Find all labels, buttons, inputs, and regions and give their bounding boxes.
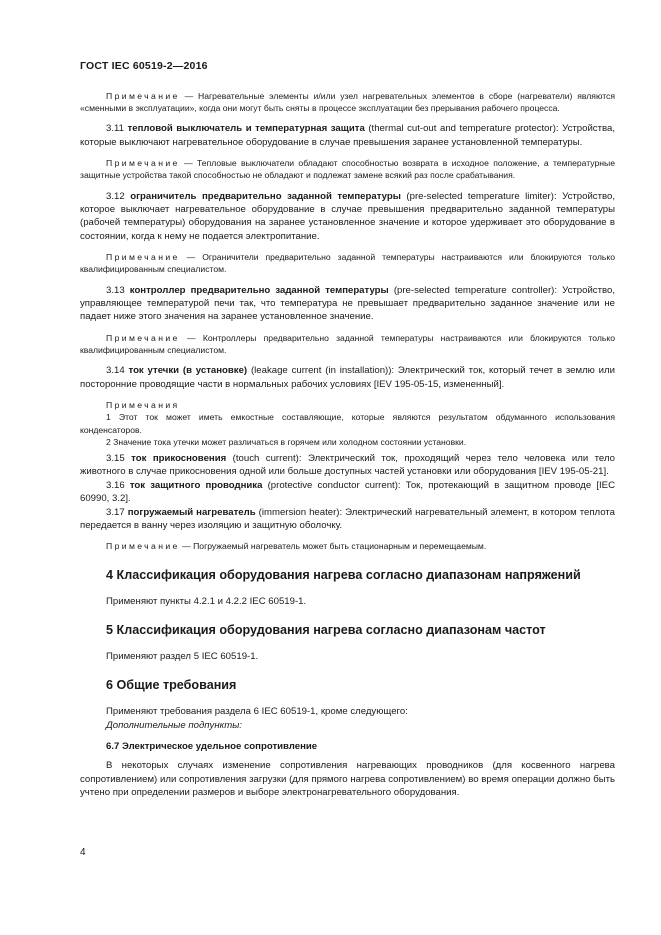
term-definition: (pre-selected temperature limiter): Устройство, которое выключает нагревательное оборудование в случае превышения предварительно заданной температуры (рабочей температуры) оборудования на заранее установленное значение и которое удерживает это оборудование в состоянии, когда к нему не подается электропитание. [80, 190, 615, 242]
note-text: — Нагревательные элементы и/или узел нагревательных элементов в сборе (нагреватели) являются «сменными в эксплуатации», когда они могут быть сняты в процессе эксплуатации без прерывания рабочего процесса. [80, 91, 615, 114]
term-definition: (immersion heater): Электрический нагревательный элемент, в котором теплота передается в ванну через изоляцию и защитную оболочку. [80, 506, 616, 531]
note-thermal [80, 157, 615, 181]
term-number: 3.17 [106, 506, 128, 518]
note-label: Примечание [106, 91, 180, 101]
section-6-subheading: Дополнительные подпункты: [106, 719, 242, 731]
term-definition: (pre-selected temperature controller): Устройство, управляющее температурой печи так, что температура не превышает предварительно заданное значение или не падает ниже этого значения на заранее установленное значение. [80, 284, 615, 323]
note-heaters [80, 90, 615, 114]
term-definition: (thermal cut-out and temperature protector): Устройства, которые выключают нагревательное оборудование в случае превышения заранее установленной температуры. [80, 123, 615, 148]
term-definition: (touch current): Электрический ток, проходящий через тело человека или тело животного в случае прикосновения одной или больше доступных частей установки или оборудования [IEV 195-05-21]. [80, 452, 615, 478]
notes-item-1: 1 Этот ток может иметь емкостные составляющие, которые являются результатом обдуманного использования конденсаторов. [80, 412, 615, 435]
term-number: 3.14 [106, 365, 129, 377]
term-name: ток защитного проводника [129, 479, 263, 491]
term-number: 3.15 [106, 452, 132, 464]
section-4-text: Применяют пункты 4.2.1 и 4.2.2 IEC 60519-1. [106, 595, 307, 607]
section-5-title: 5 Классификация оборудования нагрева согласно диапазонам частот [106, 622, 546, 637]
section-6-title: 6 Общие требования [106, 678, 237, 693]
term-name: погружаемый нагреватель [127, 506, 256, 518]
term-3-11 [80, 122, 615, 149]
document-header: ГОСТ IEC 60519-2—2016 [80, 60, 208, 72]
page-number: 4 [80, 847, 86, 858]
term-3-12 [80, 190, 615, 244]
term-definition: (protective conductor current): Ток, протекающий в защитном проводе [IEC 60990, 3.2]. [80, 479, 615, 505]
term-name: тепловой выключатель и температурная защита [127, 123, 365, 135]
note-limiter [80, 251, 615, 275]
subsection-6-7-text: В некоторых случаях изменение сопротивления нагревающих проводников (для косвенного нагрева сопротивлением) или сопротивления загрузки (для прямого нагрева сопротивлением) во время операции должно быть учтено при определении размеров и выборе электронагревательного оборудования. [80, 760, 615, 798]
subsection-6-7-title: 6.7 Электрическое удельное сопротивление [106, 741, 318, 753]
document-body [80, 90, 615, 807]
term-3-13 [80, 284, 615, 324]
notes-leakage [80, 399, 615, 448]
term-name: контроллер предварительно заданной температуры [129, 284, 389, 296]
term-name: ток утечки (в установке) [128, 365, 248, 377]
section-5-text: Применяют раздел 5 IEC 60519-1. [106, 650, 259, 662]
section-4-title: 4 Классификация оборудования нагрева согласно диапазонам напряжений [106, 567, 581, 582]
note-text: — Тепловые выключатели обладают способностью возврата в исходное положение, а температурные защитные устройства такой способностью не обладают и подлежат замене всякий раз после срабатывания. [80, 158, 615, 181]
note-label: Примечание [106, 541, 180, 552]
term-number: 3.12 [106, 190, 131, 202]
note-label: Примечание [106, 332, 180, 343]
term-3-14 [80, 364, 615, 391]
term-definition: (leakage current (in installation)): Электрический ток, который течет в землю или посторонние проводящие части в нормальных рабочих условиях [IEV 195-05-15, измененный]. [80, 365, 616, 390]
term-name: ограничитель предварительно заданной температуры [130, 190, 401, 202]
note-text: — Погружаемый нагреватель может быть стационарным и перемещаемым. [179, 541, 487, 552]
notes-title: Примечания [106, 400, 180, 411]
term-name: ток прикосновения [131, 452, 227, 464]
note-controller [80, 332, 615, 356]
term-3-16 [80, 479, 615, 506]
note-text: — Ограничители предварительно заданной температуры настраиваются или блокируются только квалифицированным специалистом. [80, 252, 615, 275]
note-immersion [80, 540, 615, 552]
note-label: Примечание [106, 158, 180, 169]
notes-item-2: 2 Значение тока утечки может различаться в горячем или холодном состоянии установки. [106, 436, 467, 447]
term-number: 3.11 [106, 123, 128, 135]
term-number: 3.16 [106, 479, 130, 491]
term-3-17 [80, 506, 615, 533]
term-number: 3.13 [106, 284, 130, 296]
term-3-15 [80, 452, 615, 479]
note-text: — Контроллеры предварительно заданной температуры настраиваются или блокируются только квалифицированным специалистом. [80, 332, 615, 356]
section-6-text: Применяют требования раздела 6 IEC 60519-1, кроме следующего: [106, 706, 408, 718]
note-label: Примечание [106, 252, 180, 263]
